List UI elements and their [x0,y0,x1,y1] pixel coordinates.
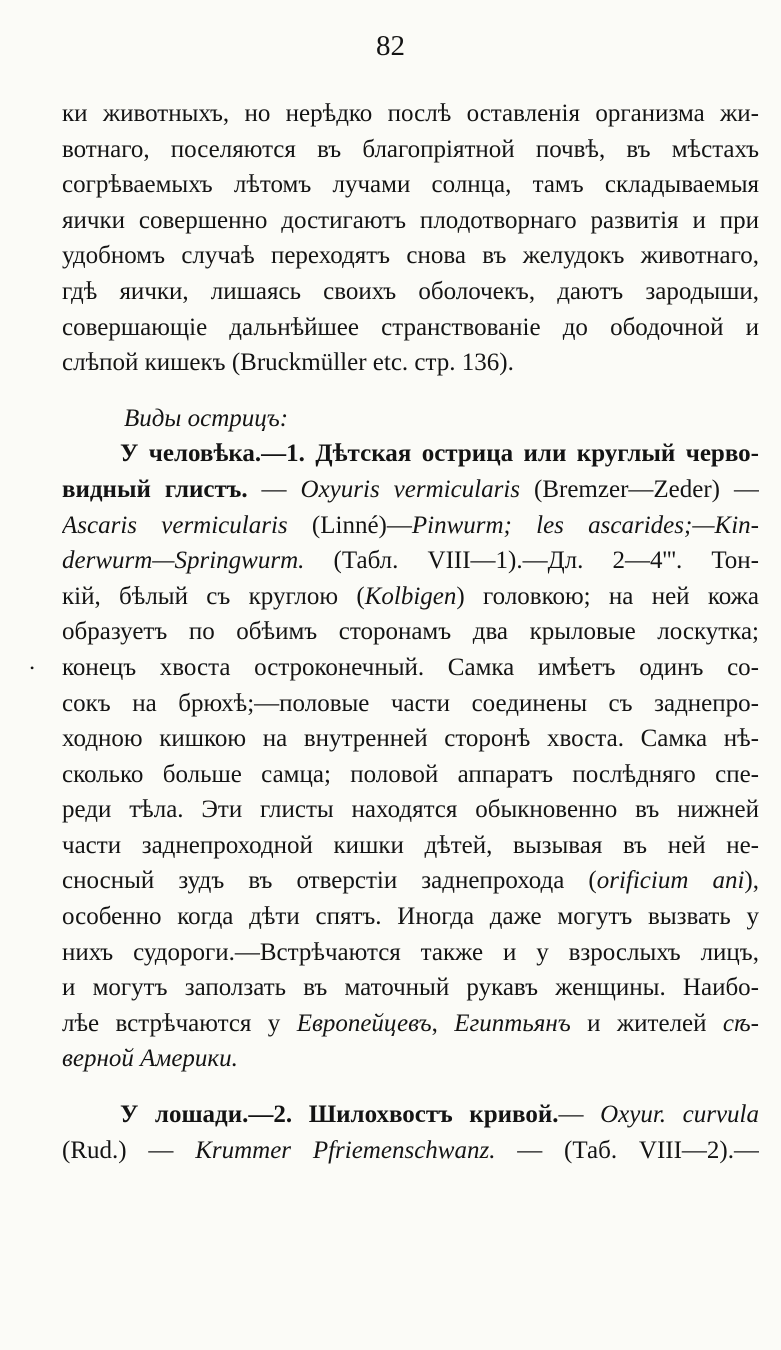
latin-name: Oxyuris vermicularis [300,475,521,503]
text-line: верной Америки. [62,1045,238,1073]
text-line: derwurm—Springwurm. (Табл. VIII—1).—Дл. 2—4'''. Тон- [62,547,759,575]
body-text [62,96,759,1168]
text-line: кій, бѣлый съ круглою (Kolbigen) головкою; на ней кожа [62,582,759,610]
text-line: сокъ на брюхѣ;—половые части соединены съ заднепро- [62,689,759,717]
text-line: удобномъ случаѣ переходятъ снова въ желудокъ животнаго, [62,242,759,270]
region-name: Египтьянъ [454,1009,571,1037]
text-line: сносный зудъ въ отверстіи заднепрохода (orificium ani), [62,867,759,895]
text-line: ходною кишкою на внутренней сторонѣ хвоста. Самка нѣ- [62,725,759,753]
species-group-label: У лошади.—2. [120,1101,293,1129]
margin-mark: • [30,661,35,675]
text-line: вотнаго, поселяются въ благопріятной почвѣ, въ мѣстахъ [62,135,759,163]
common-names: Pinwurm; les ascarides;—Kin- [411,511,759,539]
species-name: Шилохвостъ кривой. [292,1101,559,1129]
text-line: части заднепроходной кишки дѣтей, вызывая въ ней не- [62,831,759,859]
text-line: Ascaris vermicularis (Linné)—Pinwurm; les ascarides;—Kin- [62,511,759,539]
species-group-label: У человѣка.—1. [120,440,305,468]
text-line: особенно когда дѣти спятъ. Иногда даже могутъ вызвать у [62,903,759,931]
page-number: 82 [376,30,405,62]
text-line: согрѣваемыхъ лѣтомъ лучами солнца, тамъ складываемыя [62,171,759,199]
text-line: слѣпой кишекъ (Bruckmüller etc. стр. 136). [62,349,514,377]
region-name: Европейцевъ [296,1009,432,1037]
german-term: Kolbigen [364,582,457,610]
text-line: лѣе встрѣчаются у Европейцевъ, Египтьянъ и жителей сѣ- [62,1009,759,1037]
text-line: У лошади.—2. Шилохвостъ кривой.— Oxyur. curvula [120,1101,759,1129]
text-line: конецъ хвоста остроконечный. Самка имѣетъ одинъ со- [62,653,759,681]
common-names: derwurm—Springwurm. [62,547,305,575]
species-name: Дѣтская острица или круглый черво- [315,440,759,468]
text-line: яички совершенно достигаютъ плодотворнаго развитія и при [62,206,759,234]
region-name: сѣ- [722,1009,759,1037]
text-line [62,436,759,472]
text-line: (Rud.) — Krummer Pfriemenschwanz. — (Таб. VIII—2).— [62,1136,759,1164]
text-line: нихъ судороги.—Встрѣчаются также и у взрослыхъ лицъ, [62,938,759,966]
text-line: ки животныхъ, но нерѣдко послѣ оставленія организма жи- [62,100,759,127]
latin-name: Oxyur. curvula [600,1101,759,1129]
german-name: Krummer Pfriemenschwanz. [195,1136,496,1164]
latin-term: orificium ani [596,867,745,895]
text-line: гдѣ яички, лишаясь своихъ оболочекъ, даютъ зародыши, [62,277,759,305]
text-line: видный глистъ. — Oxyuris vermicularis (Bremzer—Zeder) — [62,475,759,503]
text-line: образуетъ по обѣимъ сторонамъ два крыловые лоскутка; [62,618,759,646]
species-name-cont: видный глистъ. [62,475,248,503]
text-line: сколько больше самца; половой аппаратъ послѣдняго спе- [62,760,759,788]
text-line: реди тѣла. Эти глисты находятся обыкновенно въ нижней [62,796,759,824]
text-line: и могутъ заползать въ маточный рукавъ женщины. Наибо- [62,974,759,1002]
section-heading: Виды острицъ: [124,404,289,432]
latin-name: Ascaris vermicularis [62,511,288,539]
text-line: совершающіе дальнѣйшее странствованіе до ободочной и [62,313,759,341]
